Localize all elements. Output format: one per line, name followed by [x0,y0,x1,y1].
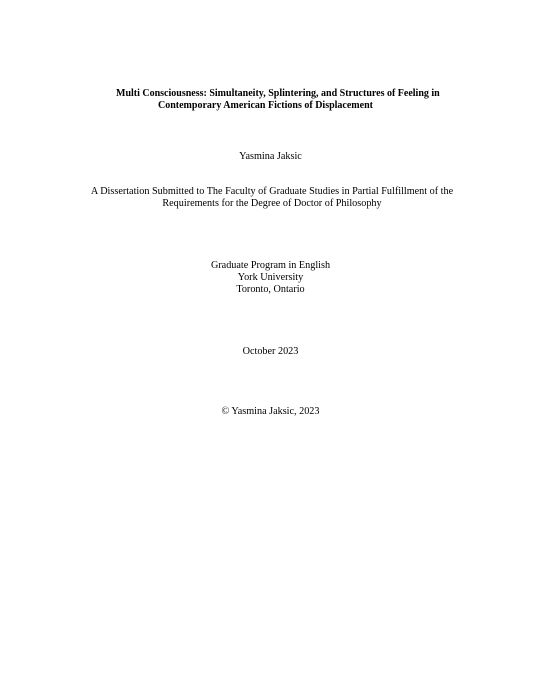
program-name: Graduate Program in English [210,260,331,271]
program-info [0,260,541,297]
title-line-2: Contemporary American Fictions of Displacement [158,100,373,112]
university-name: York University [237,272,304,284]
copyright-notice: © Yasmina Jaksic, 2023 [221,406,320,417]
submission-line-1: A Dissertation Submitted to The Faculty of Graduate Studies in Partial Fulfillment of the [90,186,454,197]
title-line-1: Multi Consciousness: Simultaneity, Splintering, and Structures of Feeling in [116,88,440,99]
author-name: Yasmina Jaksic [239,151,302,162]
submission-date: October 2023 [242,346,299,357]
location: Toronto, Ontario [236,284,305,296]
submission-line-2: Requirements for the Degree of Doctor of Philosophy [162,198,382,210]
submission-statement [70,186,474,210]
dissertation-title [96,88,476,113]
